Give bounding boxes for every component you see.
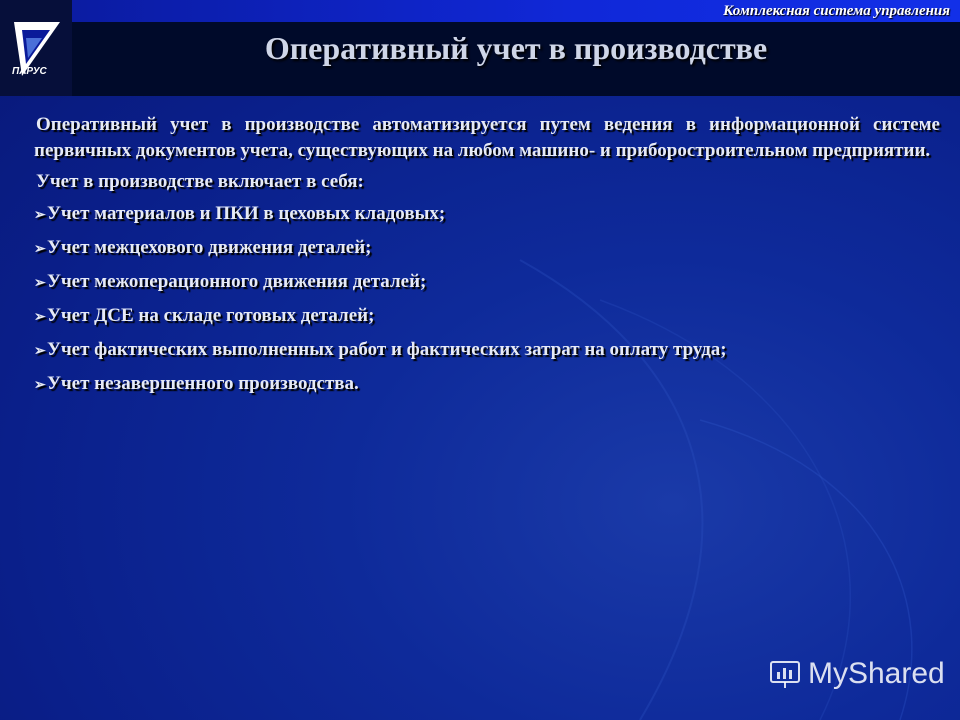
list-item	[34, 303, 940, 337]
bullet-list	[34, 201, 940, 405]
arrow-bullet-icon: ➢	[34, 309, 46, 325]
list-item	[34, 337, 940, 371]
arrow-bullet-icon: ➢	[34, 377, 46, 393]
list-item-label: Учет материалов и ПКИ в цеховых кладовых;	[47, 202, 446, 224]
arrow-bullet-icon: ➢	[34, 275, 46, 291]
presentation-board-icon	[768, 657, 802, 691]
page-title: Оперативный учет в производстве	[264, 30, 768, 66]
brand-caption: Комплексная система управления	[723, 3, 950, 19]
list-item-label: Учет межоперационного движения деталей;	[47, 270, 427, 292]
arrow-bullet-icon: ➢	[34, 241, 46, 257]
list-item-label: Учет фактических выполненных работ и фактических затрат на оплату труда;	[47, 338, 727, 360]
list-item	[34, 269, 940, 303]
list-item-label: Учет незавершенного производства.	[47, 372, 359, 394]
list-item-label: Учет ДСЕ на складе готовых деталей;	[47, 304, 375, 326]
list-item	[34, 371, 940, 405]
list-item-label: Учет межцехового движения деталей;	[47, 236, 372, 258]
logo	[0, 0, 72, 96]
list-lead: Учет в производстве включает в себя:	[36, 171, 364, 193]
list-item	[34, 201, 940, 235]
logo-text: ПАРУС	[12, 66, 47, 77]
intro-paragraph: Оперативный учет в производстве автоматизируется путем ведения в информационной системе первичных документов учета, существующих на любом машино- и приборостроительном предприятии.	[34, 114, 940, 161]
arrow-bullet-icon: ➢	[34, 207, 46, 223]
arrow-bullet-icon: ➢	[34, 343, 46, 359]
sail-logo-icon	[0, 0, 72, 96]
watermark	[768, 654, 945, 694]
slide-content	[34, 112, 940, 405]
watermark-text: MyShared	[808, 657, 945, 690]
list-item	[34, 235, 940, 269]
